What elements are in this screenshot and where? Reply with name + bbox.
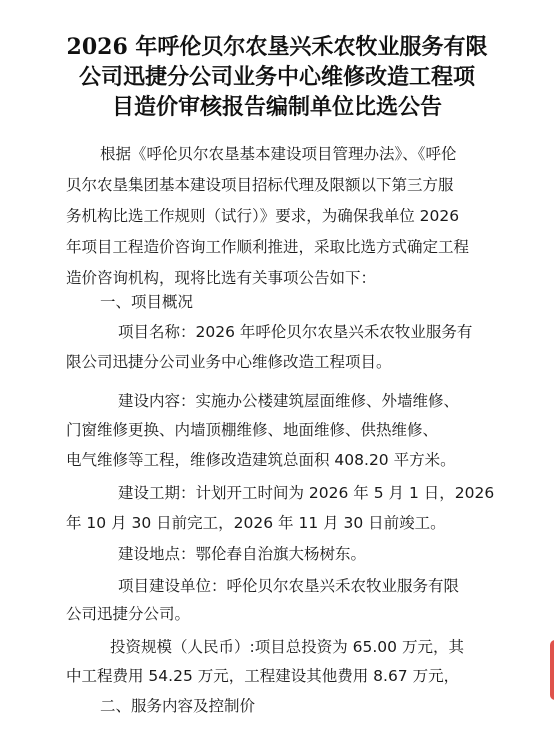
construction-period-line-2: 年 10 月 30 日前完工，2026 年 11 月 30 日前竣工。 [66, 514, 446, 532]
title-line-3: 目造价审核报告编制单位比选公告 [111, 94, 442, 120]
construction-unit-line-2: 公司迅捷分公司。 [66, 605, 191, 623]
construction-unit-line-1: 项目建设单位：呼伦贝尔农垦兴禾农牧业服务有限 [118, 577, 460, 595]
section-1-heading: 一、项目概况 [100, 293, 194, 311]
intro-line-2: 贝尔农垦集团基本建设项目招标代理及限额以下第三方服 [66, 176, 454, 194]
title-line-2: 公司迅捷分公司业务中心维修改造工程项 [78, 64, 475, 90]
intro-line-5: 造价咨询机构，现将比选有关事项公告如下： [66, 269, 377, 287]
document-title [28, 32, 526, 122]
construction-content-line-1: 建设内容：实施办公楼建筑屋面维修、外墙维修、 [118, 392, 460, 410]
construction-content-line-2: 门窗维修更换、内墙顶棚维修、地面维修、供热维修、 [66, 421, 439, 439]
project-name-line-1: 项目名称：2026 年呼伦贝尔农垦兴禾农牧业服务有 [118, 323, 473, 341]
intro-line-1: 根据《呼伦贝尔农垦基本建设项目管理办法》、《呼伦 [100, 145, 457, 163]
stamp-edge [550, 640, 554, 700]
construction-location: 建设地点：鄂伦春自治旗大杨树东。 [118, 545, 367, 563]
section-2-heading: 二、服务内容及控制价 [100, 697, 256, 715]
intro-line-3: 务机构比选工作规则（试行）》要求，为确保我单位 2026 [66, 207, 460, 225]
project-name-line-2: 限公司迅捷分公司业务中心维修改造工程项目。 [66, 353, 392, 371]
investment-line-2: 中工程费用 54.25 万元，工程建设其他费用 8.67 万元， [66, 667, 460, 685]
investment-line-1: 投资规模（人民币）:项目总投资为 65.00 万元，其 [110, 638, 464, 656]
title-line-1: 2026 年呼伦贝尔农垦兴禾农牧业服务有限 [66, 34, 488, 60]
construction-period-line-1: 建设工期：计划开工时间为 2026 年 5 月 1 日，2026 [118, 484, 495, 502]
construction-content-line-3: 电气维修等工程，维修改造建筑总面积 408.20 平方米。 [66, 451, 456, 469]
intro-line-4: 年项目工程造价咨询工作顺利推进，采取比选方式确定工程 [66, 238, 470, 256]
